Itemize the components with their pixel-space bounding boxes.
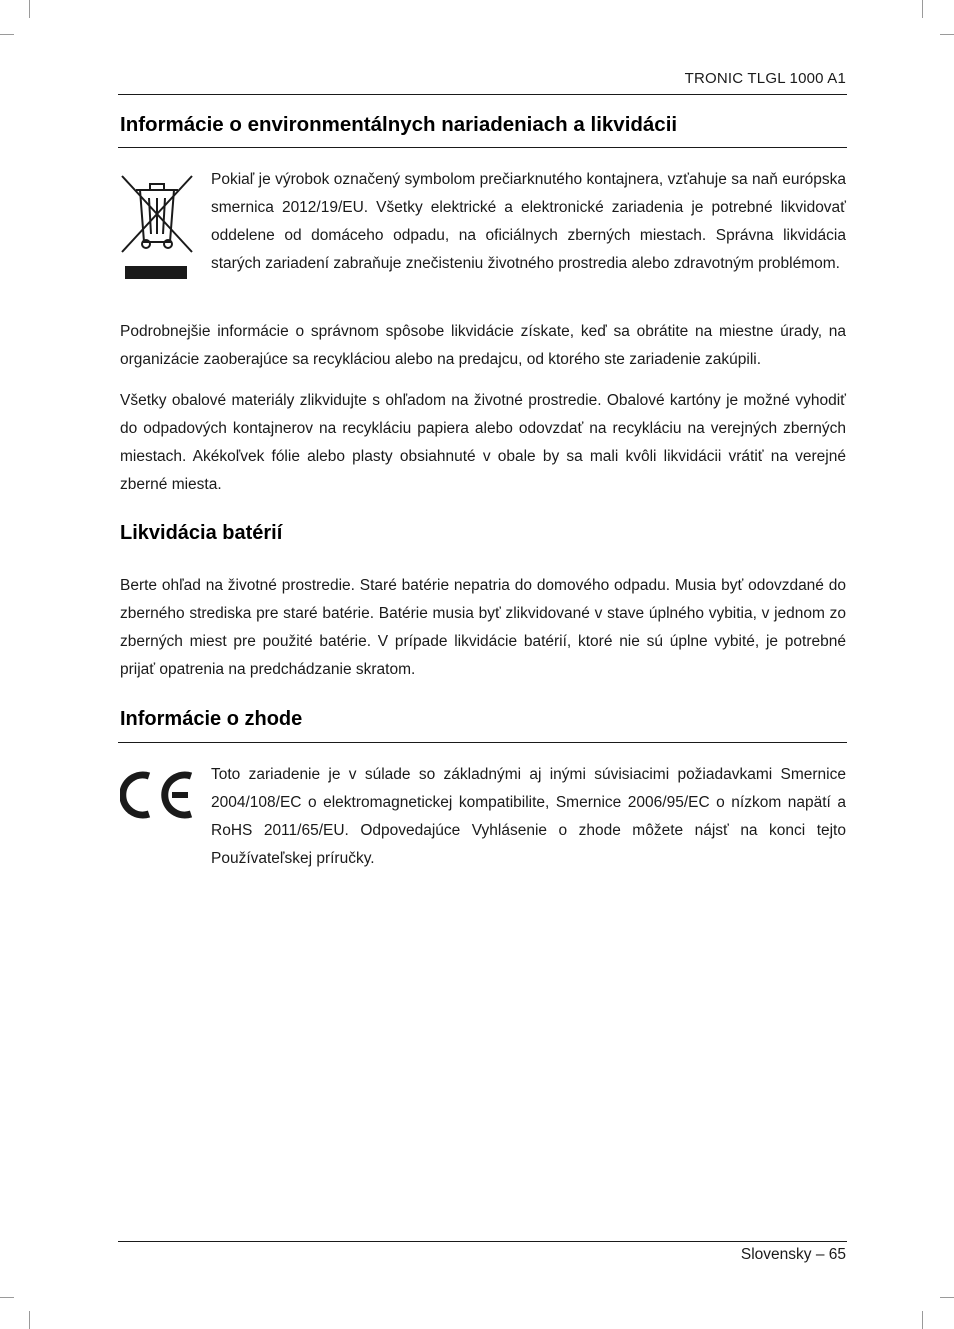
batteries-section-title: Likvidácia batérií (120, 522, 283, 544)
conformity-title-rule (118, 742, 847, 743)
header-rule (118, 94, 847, 95)
batteries-paragraph: Berte ohľad na životné prostredie. Staré batérie nepatria do domového odpadu. Musia byť odovzdané do zberného strediska pre staré batérie. Batérie musia byť zlikvidované v stave úplného vybitia, v jednom zo zberných miest pre použité batérie. V prípade likvidácie batérií, ktoré nie sú úplne vybité, je potrebné prijať opatrenia na predchádzanie skratom. (120, 577, 846, 678)
environment-paragraph-3: Všetky obalové materiály zlikvidujte s ohľadom na životné prostredie. Obalové kartóny je možné vyhodiť do odpadových kontajnerov na recykláciu papiera alebo odovzdať na recykláciu na verejných zberných miestach. Akékoľvek fólie alebo plasty obsiahnuté v obale by sa mali kvôli likvidácii vrátiť na verejné zberné miesta. (120, 392, 846, 493)
header-product-title: TRONIC TLGL 1000 A1 (684, 70, 846, 87)
crop-mark (29, 1311, 30, 1329)
environment-title-rule (118, 147, 847, 148)
crop-mark (0, 34, 14, 35)
ce-mark-icon (120, 768, 196, 822)
crop-mark (940, 34, 954, 35)
conformity-paragraph: Toto zariadenie je v súlade so základnými aj inými súvisiacimi požiadavkami Smernice 2004/108/EC o elektromagnetickej kompatibilite, Smernice 2006/95/EC o nízkom napätí a RoHS 2011/65/EU. Odpovedajúce Vyhlásenie o zhode môžete nájsť na konci tejto Používateľskej príručky. (211, 766, 846, 867)
crop-mark (0, 1297, 14, 1298)
manual-page (120, 0, 846, 1329)
crop-mark (922, 0, 923, 18)
crop-mark (29, 0, 30, 18)
crop-mark (922, 1311, 923, 1329)
conformity-section-title: Informácie o zhode (120, 708, 303, 730)
footer-rule (118, 1241, 847, 1242)
crossed-out-wheelie-bin-icon (120, 172, 194, 282)
weee-paragraph: Pokiaľ je výrobok označený symbolom prečiarknutého kontajnera, vzťahuje sa naň európska smernica 2012/19/EU. Všetky elektrické a elektronické zariadenia je potrebné likvidovať oddelene od domáceho odpadu, na oficiálnych zberných miestach. Správna likvidácia starých zariadení zabraňuje znečisteniu životného prostredia alebo zdravotným problémom. (211, 171, 846, 272)
crop-mark (940, 1297, 954, 1298)
footer-page-label: Slovensky – 65 (740, 1246, 846, 1263)
environment-paragraph-2: Podrobnejšie informácie o správnom spôsobe likvidácie získate, keď sa obrátite na miestne úrady, na organizácie zaoberajúce sa recykláciou alebo na predajcu, od ktorého ste zariadenie zakúpili. (120, 323, 846, 368)
environment-section-title: Informácie o environmentálnych nariadeniach a likvidácii (120, 113, 678, 136)
